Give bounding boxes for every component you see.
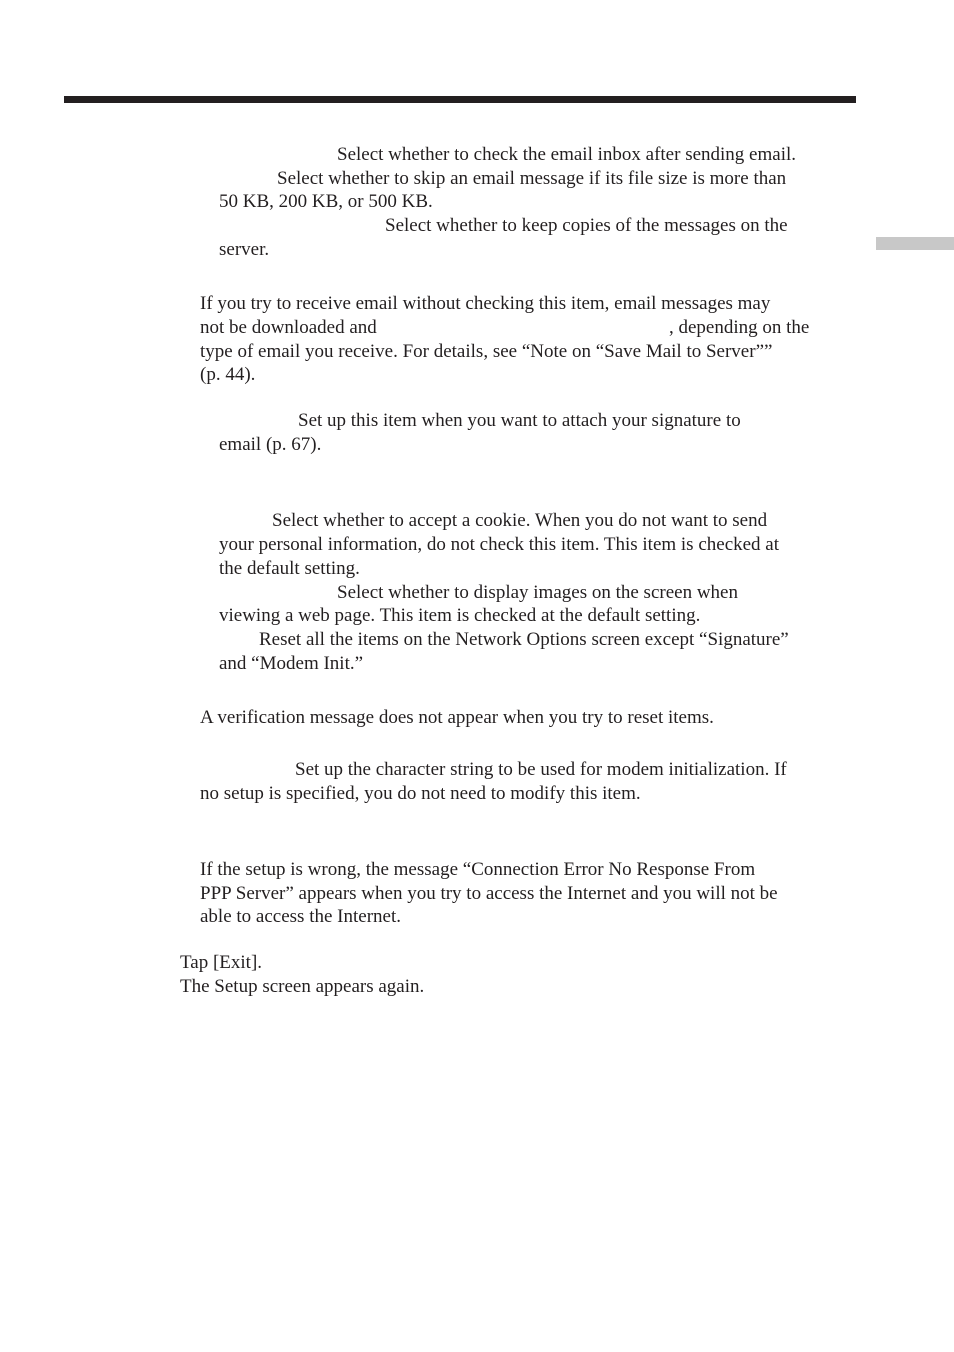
header-rule	[64, 96, 856, 103]
text-line: Tap [Exit].	[180, 952, 263, 973]
text-line: Set up this item when you want to attach your signature to	[298, 410, 741, 431]
text-line: server.	[219, 239, 270, 260]
text-line: your personal information, do not check this item. This item is checked at	[219, 534, 780, 555]
text-line: email (p. 67).	[219, 434, 322, 455]
text-line: A verification message does not appear when you try to reset items.	[200, 707, 714, 728]
text-line: Reset all the items on the Network Options screen except “Signature”	[259, 629, 789, 650]
text-line: Select whether to display images on the screen when	[337, 582, 738, 603]
text-line: Select whether to keep copies of the messages on the	[385, 215, 788, 236]
text-line: and “Modem Init.”	[219, 653, 364, 674]
text-line: PPP Server” appears when you try to access the Internet and you will not be	[200, 883, 778, 904]
text-line: viewing a web page. This item is checked at the default setting.	[219, 605, 701, 626]
text-line: 50 KB, 200 KB, or 500 KB.	[219, 191, 433, 212]
text-line: Set up the character string to be used for modem initialization. If	[295, 759, 787, 780]
text-line: If you try to receive email without checking this item, email messages may	[200, 293, 771, 314]
text-line: Select whether to check the email inbox after sending email.	[337, 144, 796, 165]
text-line: not be downloaded and	[200, 317, 377, 338]
text-line: type of email you receive. For details, see “Note on “Save Mail to Server””	[200, 341, 773, 362]
text-line: the default setting.	[219, 558, 360, 579]
section-tab-marker	[876, 237, 954, 250]
text-line: The Setup screen appears again.	[180, 976, 425, 997]
text-line: no setup is specified, you do not need to modify this item.	[200, 783, 641, 804]
text-line: able to access the Internet.	[200, 906, 401, 927]
text-line: Select whether to skip an email message if its file size is more than	[277, 168, 787, 189]
text-line: If the setup is wrong, the message “Connection Error No Response From	[200, 859, 756, 880]
text-line: (p. 44).	[200, 364, 256, 385]
text-line: , depending on the	[669, 317, 810, 338]
text-line: Select whether to accept a cookie. When you do not want to send	[272, 510, 768, 531]
